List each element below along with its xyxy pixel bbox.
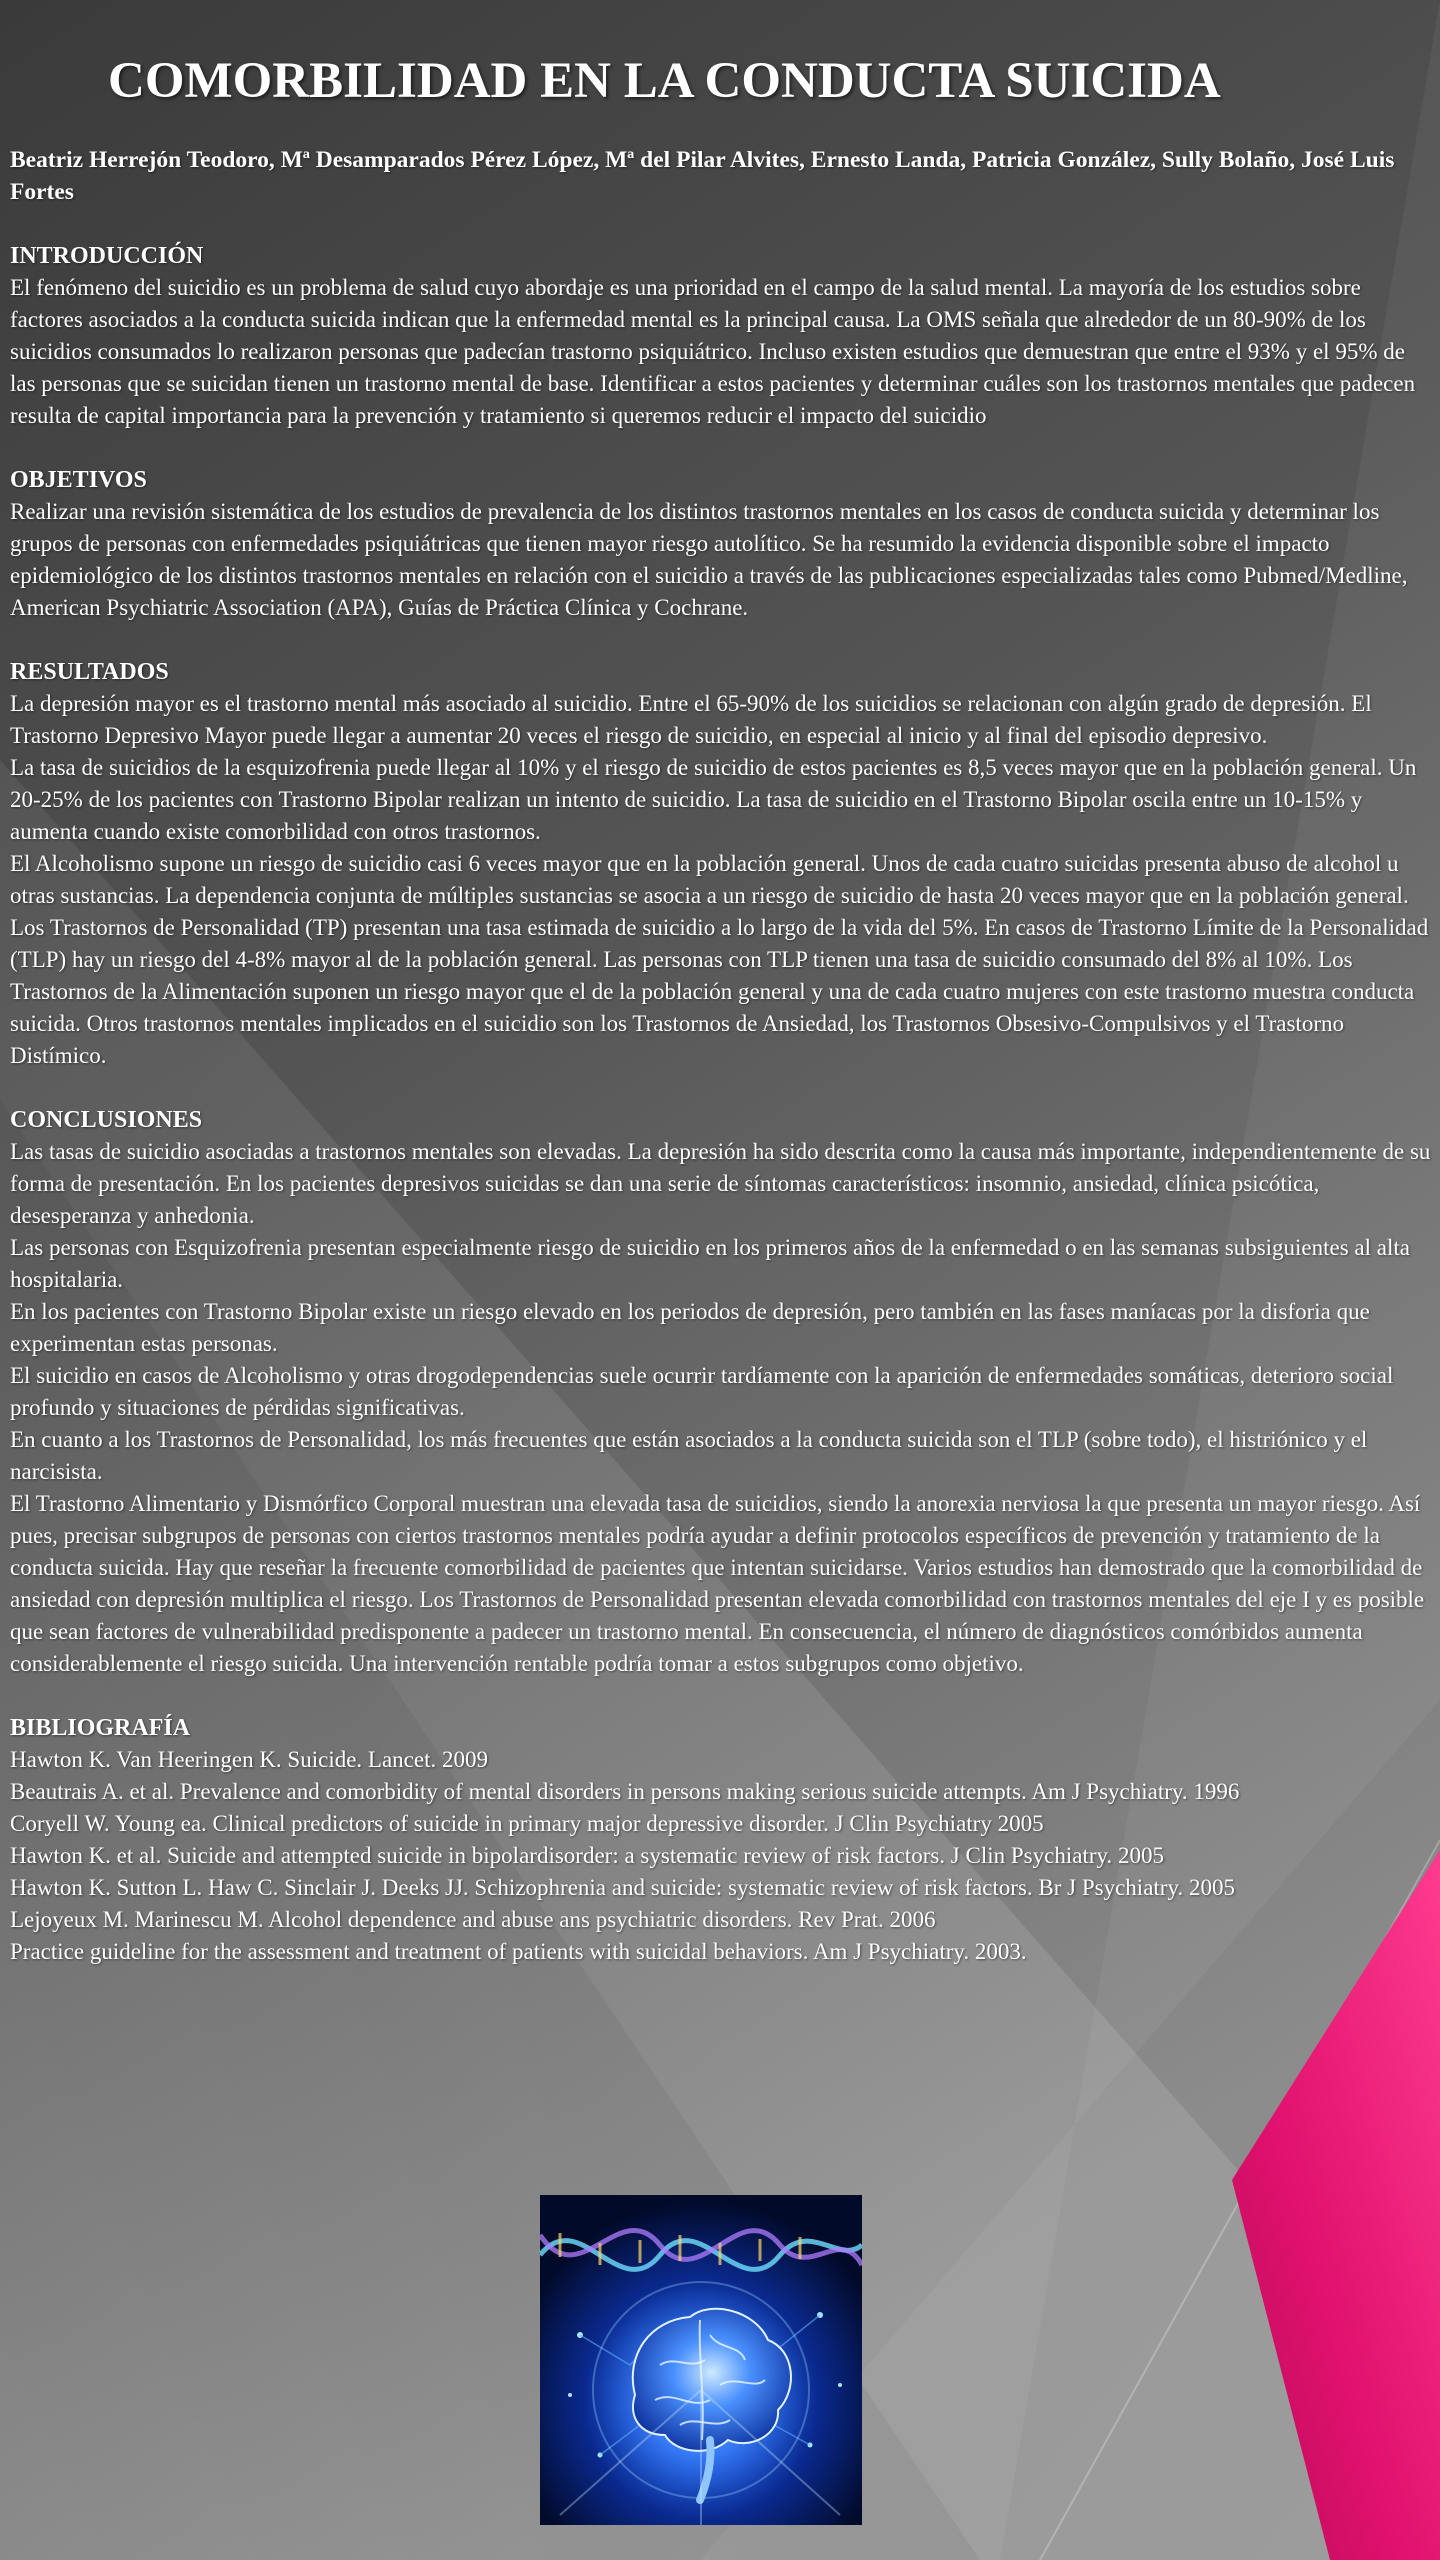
section-resultados xyxy=(10,656,1432,1072)
bibliography-item: Beautrais A. et al. Prevalence and comorbidity of mental disorders in persons making serious suicide attempts. Am J Psychiatry. 1996 xyxy=(10,1779,1240,1804)
section-paragraph: En cuanto a los Trastornos de Personalidad, los más frecuentes que están asociados a la conducta suicida son el TLP (sobre todo), el histriónico y el narcisista. xyxy=(10,1427,1368,1484)
section-paragraph: Las personas con Esquizofrenia presentan especialmente riesgo de suicidio en los primeros años de la enfermedad o en las semanas subsiguientes al alta hospitalaria. xyxy=(10,1235,1410,1292)
brain-illustration xyxy=(540,2195,862,2525)
section-paragraph: El Trastorno Alimentario y Dismórfico Corporal muestran una elevada tasa de suicidios, siendo la anorexia nerviosa la que presenta un mayor riesgo. Así pues, precisar subgrupos de personas con ciertos trastornos mentales podría ayudar a definir protocolos específicos de prevención y tratamiento de la conducta suicida. Hay que reseñar la frecuente comorbilidad de pacientes que intentan suicidarse. Varios estudios han demostrado que la comorbilidad de ansiedad con depresión multiplica el riesgo. Los Trastornos de Personalidad presentan elevada comorbilidad con trastornos mentales del eje I y es posible que sean factores de vulnerabilidad predisponente a padecer un trastorno mental. En consecuencia, el número de diagnósticos comórbidos aumenta considerablemente el riesgo suicida. Una intervención rentable podría tomar a estos subgrupos como objetivo. xyxy=(10,1491,1425,1676)
section-paragraph: Los Trastornos de Personalidad (TP) presentan una tasa estimada de suicidio a lo largo de la vida del 5%. En casos de Trastorno Límite de la Personalidad (TLP) hay un riesgo del 4-8% mayor al de la población general. Las personas con TLP tienen una tasa de suicidio consumado del 8% al 10%. Los Trastornos de la Alimentación suponen un riesgo mayor que el de la población general y una de cada cuatro mujeres con este trastorno muestra conducta suicida. Otros trastornos mentales implicados en el suicidio son los Trastornos de Ansiedad, los Trastornos Obsesivo-Compulsivos y el Trastorno Distímico. xyxy=(10,915,1429,1068)
bibliography-item: Lejoyeux M. Marinescu M. Alcohol dependence and abuse ans psychiatric disorders. Rev Prat. 2006 xyxy=(10,1907,936,1932)
bibliography-item: Coryell W. Young ea. Clinical predictors of suicide in primary major depressive disorder. J Clin Psychiatry 2005 xyxy=(10,1811,1044,1836)
authors-line: Beatriz Herrejón Teodoro, Mª Desamparados Pérez López, Mª del Pilar Alvites, Ernesto Landa, Patricia González, Sully Bolaño, José Luis Fortes xyxy=(10,147,1395,205)
section-paragraph: El suicidio en casos de Alcoholismo y otras drogodependencias suele ocurrir tardíamente con la aparición de enfermedades somáticas, deterioro social profundo y situaciones de pérdidas significativas. xyxy=(10,1363,1394,1420)
section-paragraph: En los pacientes con Trastorno Bipolar existe un riesgo elevado en los periodos de depresión, pero también en las fases maníacas por la disforia que experimentan estas personas. xyxy=(10,1299,1370,1356)
poster-title: COMORBILIDAD EN LA CONDUCTA SUICIDA xyxy=(108,53,1221,109)
section-paragraph: La tasa de suicidios de la esquizofrenia puede llegar al 10% y el riesgo de suicidio de estos pacientes es 8,5 veces mayor que en la población general. Un 20-25% de los pacientes con Trastorno Bipolar realizan un intento de suicidio. La tasa de suicidio en el Trastorno Bipolar oscila entre un 10-15% y aumenta cuando existe comorbilidad con otros trastornos. xyxy=(10,755,1417,844)
section-paragraph: Las tasas de suicidio asociadas a trastornos mentales son elevadas. La depresión ha sido descrita como la causa más importante, independientemente de su forma de presentación. En los pacientes depresivos suicidas se dan una serie de síntomas característicos: insomnio, ansiedad, clínica psicótica, desesperanza y anhedonia. xyxy=(10,1139,1431,1228)
section-paragraph: El fenómeno del suicidio es un problema de salud cuyo abordaje es una prioridad en el campo de la salud mental. La mayoría de los estudios sobre factores asociados a la conducta suicida indican que la enfermedad mental es la principal causa. La OMS señala que alrededor de un 80-90% de los suicidios consumados lo realizaron personas que padecían trastorno psiquiátrico. Incluso existen estudios que demuestran que entre el 93% y el 95% de las personas que se suicidan tienen un trastorno mental de base. Identificar a estos pacientes y determinar cuáles son los trastornos mentales que padecen resulta de capital importancia para la prevención y tratamiento si queremos reducir el impacto del suicidio xyxy=(10,275,1416,428)
bibliography-item: Hawton K. Van Heeringen K. Suicide. Lancet. 2009 xyxy=(10,1747,488,1772)
section-paragraph: El Alcoholismo supone un riesgo de suicidio casi 6 veces mayor que en la población general. Unos de cada cuatro suicidas presenta abuso de alcohol u otras sustancias. La dependencia conjunta de múltiples sustancias se asocia a un riesgo de suicidio de hasta 20 veces mayor que en la población general. xyxy=(10,851,1409,908)
section-paragraph: Realizar una revisión sistemática de los estudios de prevalencia de los distintos trastornos mentales en los casos de conducta suicida y determinar los grupos de personas con enfermedades psiquiátricas que tienen mayor riesgo autolítico. Se ha resumido la evidencia disponible sobre el impacto epidemiológico de los distintos trastornos mentales en relación con el suicidio a través de las publicaciones especializadas tales como Pubmed/Medline, American Psychiatric Association (APA), Guías de Práctica Clínica y Cochrane. xyxy=(10,499,1408,620)
section-conclusiones xyxy=(10,1104,1432,1680)
section-paragraph: La depresión mayor es el trastorno mental más asociado al suicidio. Entre el 65-90% de los suicidios se relacionan con algún grado de depresión. El Trastorno Depresivo Mayor puede llegar a aumentar 20 veces el riesgo de suicidio, en especial al inicio y al final del episodio depresivo. xyxy=(10,691,1372,748)
bibliography-item: Hawton K. Sutton L. Haw C. Sinclair J. Deeks JJ. Schizophrenia and suicide: systematic review of risk factors. Br J Psychiatry. 2005 xyxy=(10,1875,1235,1900)
section-objetivos xyxy=(10,464,1432,624)
section-heading: RESULTADOS xyxy=(10,659,169,685)
section-heading: INTRODUCCIÓN xyxy=(10,243,204,269)
section-heading: OBJETIVOS xyxy=(10,467,147,493)
bibliography-item: Hawton K. et al. Suicide and attempted suicide in bipolardisorder: a systematic review of risk factors. J Clin Psychiatry. 2005 xyxy=(10,1843,1164,1868)
bibliography-item: Practice guideline for the assessment and treatment of patients with suicidal behaviors. Am J Psychiatry. 2003. xyxy=(10,1939,1027,1964)
section-heading: BIBLIOGRAFÍA xyxy=(10,1715,191,1741)
section-introduccion xyxy=(10,240,1432,432)
section-heading: CONCLUSIONES xyxy=(10,1107,203,1133)
section-bibliografia xyxy=(10,1712,1432,1968)
